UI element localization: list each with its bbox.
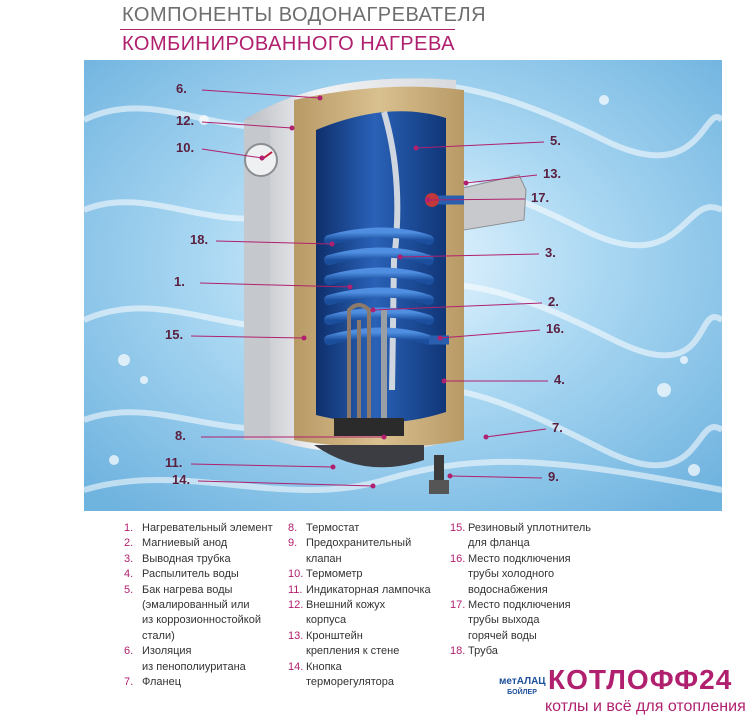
legend-item — [124, 644, 273, 659]
legend-number — [450, 567, 468, 582]
legend-column-1 — [124, 521, 273, 690]
legend-number — [124, 613, 142, 628]
title-line-2: КОМБИНИРОВАННОГО НАГРЕВА — [122, 33, 456, 55]
brand-tagline: котлы и всё для отопления — [545, 698, 746, 715]
legend-number — [288, 675, 306, 690]
legend-text: Труба — [468, 645, 498, 658]
legend-number — [450, 583, 468, 598]
callout-12: 12. — [176, 113, 195, 128]
legend-item — [124, 629, 273, 644]
legend-text: терморегулятора — [306, 676, 394, 689]
legend-text: трубы выхода — [468, 614, 540, 627]
legend-item — [288, 583, 431, 598]
legend-number: 10. — [288, 568, 304, 581]
callout-1: 1. — [174, 274, 185, 289]
legend-text: Бак нагрева воды — [142, 583, 233, 596]
legend-number: 17. — [450, 599, 466, 612]
callout-15: 15. — [165, 327, 184, 342]
callout-10: 10. — [176, 140, 195, 155]
legend-text: Кронштейн — [306, 629, 363, 642]
legend-number: 5. — [124, 583, 134, 596]
legend-text: клапан — [306, 552, 342, 565]
legend-number: 12. — [288, 599, 304, 612]
legend-item — [124, 552, 273, 567]
legend-text: Распылитель воды — [142, 568, 239, 581]
legend-text: стали) — [142, 629, 175, 642]
legend-number — [124, 598, 142, 613]
legend-text: для фланца — [468, 537, 530, 550]
legend-item — [288, 613, 431, 628]
callout-11: 11. — [165, 455, 183, 470]
legend-item — [450, 644, 591, 659]
legend-text: из пенополиуритана — [142, 660, 246, 673]
legend-column-2 — [288, 521, 431, 690]
legend-item — [288, 660, 431, 675]
legend-item — [288, 521, 431, 536]
legend-item — [288, 644, 431, 659]
legend-number: 3. — [124, 552, 134, 565]
legend-text: водоснабжения — [468, 583, 548, 596]
legend-item — [124, 675, 273, 690]
legend-number — [288, 552, 306, 567]
title-line-1: КОМПОНЕНТЫ ВОДОНАГРЕВАТЕЛЯ — [122, 4, 487, 26]
legend-number — [124, 660, 142, 675]
legend-text: из коррозионностойкой — [142, 614, 261, 627]
legend-item — [450, 598, 591, 613]
legend-text: крепления к стене — [306, 645, 400, 658]
legend-item — [450, 567, 591, 582]
callout-4: 4. — [554, 372, 565, 387]
legend-item — [124, 660, 273, 675]
logo-text: метАЛАЦ — [499, 676, 546, 687]
legend-number: 4. — [124, 568, 134, 581]
legend-item — [288, 598, 431, 613]
legend-text: Резиновый уплотнитель — [468, 522, 592, 534]
legend-number — [288, 613, 306, 628]
callout-2: 2. — [548, 294, 559, 309]
legend-text: горячей воды — [468, 629, 537, 642]
legend-item — [124, 583, 273, 598]
legend-item — [288, 552, 431, 567]
logo-subtext: БОЙЛЕР — [507, 689, 537, 696]
legend-number: 18. — [450, 645, 466, 658]
legend-number: 9. — [288, 537, 298, 550]
callout-13: 13. — [543, 166, 562, 181]
callout-14: 14. — [172, 472, 191, 487]
callout-18: 18. — [190, 232, 209, 247]
legend-number: 7. — [124, 676, 134, 689]
callout-6: 6. — [176, 81, 187, 96]
legend-text: Кнопка — [306, 660, 342, 673]
callout-3: 3. — [545, 245, 556, 260]
legend-text: Термометр — [306, 568, 363, 581]
legend-item — [288, 536, 431, 551]
legend-number — [450, 613, 468, 628]
legend-number: 2. — [124, 537, 134, 550]
legend-item — [288, 567, 431, 582]
legend-text: Магниевый анод — [142, 537, 228, 550]
legend-text: Выводная трубка — [142, 552, 231, 565]
callout-8: 8. — [175, 428, 186, 443]
legend-text: Термостат — [306, 522, 360, 534]
callout-7: 7. — [552, 420, 563, 435]
legend-item — [450, 613, 591, 628]
legend-number: 11. — [288, 583, 303, 596]
legend-number — [450, 629, 468, 644]
legend-text: Фланец — [142, 676, 182, 689]
legend-text: Место подключения — [468, 599, 571, 612]
metalac-logo — [499, 676, 545, 706]
legend-text: Индикаторная лампочка — [306, 583, 431, 596]
legend-text: трубы холодного — [468, 568, 555, 581]
brand-name: КОТЛОФФ24 — [548, 664, 733, 695]
legend-text: Предохранительный — [306, 537, 412, 550]
legend-item — [124, 521, 273, 536]
legend-text: Внешний кожух — [306, 599, 386, 612]
legend-item — [288, 629, 431, 644]
legend-item — [124, 536, 273, 551]
legend-number: 8. — [288, 522, 298, 534]
legend-number: 15. — [450, 522, 466, 534]
legend-text: корпуса — [306, 614, 347, 627]
legend-item — [450, 629, 591, 644]
legend-item — [124, 598, 273, 613]
legend-number — [124, 629, 142, 644]
legend-number — [450, 536, 468, 551]
title-divider — [120, 29, 455, 30]
legend-item — [450, 536, 591, 551]
legend-number: 16. — [450, 552, 466, 565]
legend-number: 14. — [288, 660, 304, 673]
legend-item — [450, 552, 591, 567]
legend-item — [450, 583, 591, 598]
legend-number: 13. — [288, 629, 304, 642]
legend-number: 6. — [124, 645, 134, 658]
legend-number: 1. — [124, 522, 134, 534]
legend-text: (эмалированный или — [142, 599, 250, 612]
callout-17: 17. — [531, 190, 550, 205]
legend-column-3 — [450, 521, 591, 660]
legend-item — [450, 521, 591, 536]
callout-9: 9. — [548, 469, 559, 484]
legend-item — [124, 567, 273, 582]
legend-text: Место подключения — [468, 552, 571, 565]
callout-5: 5. — [550, 133, 561, 148]
legend-item — [288, 675, 431, 690]
callout-16: 16. — [546, 321, 565, 336]
legend-item — [124, 613, 273, 628]
legend-number — [288, 644, 306, 659]
legend-text: Нагревательный элемент — [142, 522, 273, 534]
legend-text: Изоляция — [142, 645, 192, 658]
